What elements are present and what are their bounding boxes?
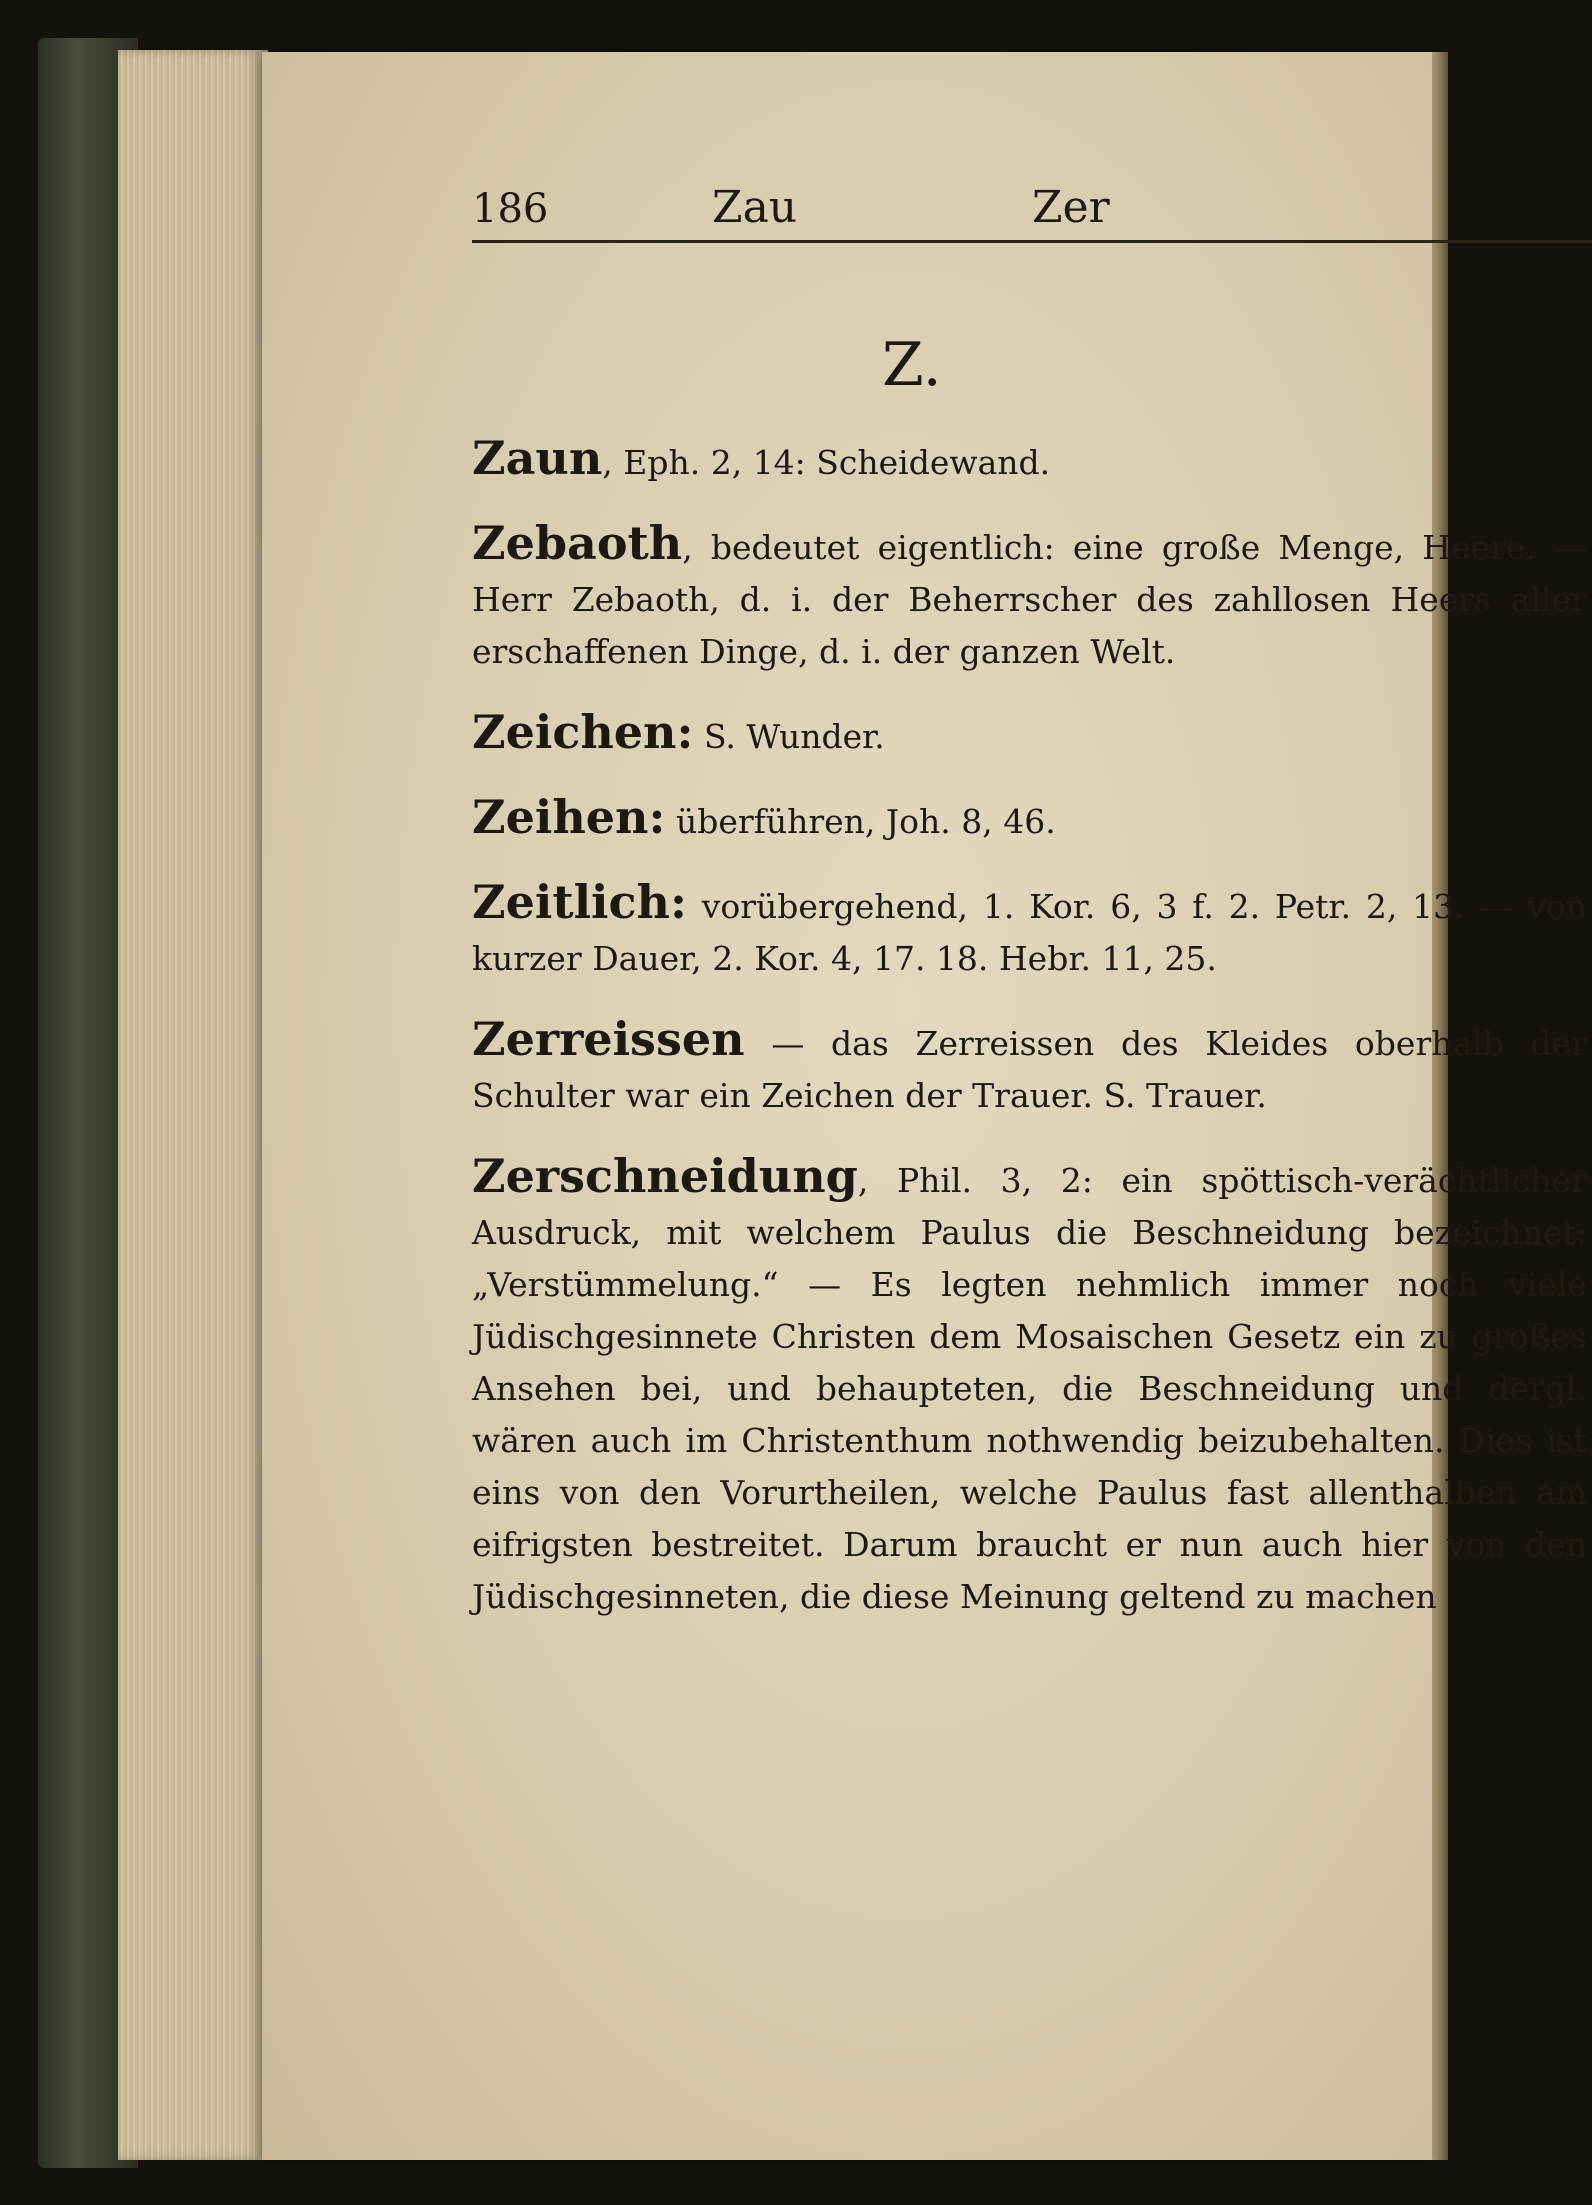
- entry-text: bedeutet eigentlich: eine große Menge, Heere. — Herr Zebaoth, d. i. der Beherrscher des zahllosen Heers aller erschaffenen Dinge, d. i. der ganzen Welt.: [472, 528, 1587, 671]
- entry-text: S. Wunder.: [703, 717, 885, 756]
- entry-zeihen: [472, 791, 1587, 848]
- running-header: [472, 172, 1592, 258]
- header-rule: [472, 240, 1592, 243]
- page-edges: [118, 50, 268, 2160]
- entry-zeichen: [472, 706, 1587, 763]
- running-head-right: Zer: [1032, 182, 1110, 233]
- page-number: 186: [472, 186, 549, 232]
- entry-zaun: Zaun, Eph. 2, 14: Scheidewand.: [472, 431, 1051, 485]
- entry-zebaoth: Zebaoth, bedeutet eigentlich: eine große Menge, Heere. — Herr Zebaoth, d. i. der Beherrscher des zahllosen Heers aller erschaffenen Dinge, d. i. der ganzen Welt.: [472, 516, 1587, 671]
- entry-lemma: Zeitlich:: [472, 875, 687, 929]
- entry-text: überführen, Joh. 8, 46.: [675, 802, 1056, 841]
- entry-zerschneidung: Zerschneidung, Phil. 3, 2: ein spöttisch-verächtlicher Ausdruck, mit welchem Paulus die Beschneidung bezeichnet: „Verstümmelung.“ — Es legten nehmlich immer noch viele Jüdischgesinnete Christen dem Mosaischen Gesetz ein zu großes Ansehen bei, und behaupteten, die Beschneidung und dergl. wären auch im Christenthum nothwendig beizubehalten. Dies ist eins von den Vorurtheilen, welche Paulus fast allenthalben am eifrigsten bestreitet. Darum braucht er nun auch hier von den Jüdischgesinneten, die diese Meinung geltend zu machen: [472, 1149, 1587, 1616]
- section-letter: Z.: [882, 330, 942, 400]
- entry-zeitlich: [472, 876, 1587, 985]
- entry-lemma: Zebaoth: [472, 516, 683, 570]
- entry-zerreissen: [472, 1013, 1587, 1122]
- book-page: [262, 52, 1587, 2160]
- entry-text: Phil. 3, 2: ein spöttisch-verächtlicher Ausdruck, mit welchem Paulus die Beschneidung bezeichnet: „Verstümmelung.“ — Es legten nehmlich immer noch viele Jüdischgesinnete Christen dem Mosaischen Gesetz ein zu großes Ansehen bei, und behaupteten, die Beschneidung und dergl. wären auch im Christenthum nothwendig beizubehalten. Dies ist eins von den Vorurtheilen, welche Paulus fast allenthalben am eifrigsten bestreitet. Darum braucht er nun auch hier von den Jüdischgesinneten, die diese Meinung geltend zu machen: [472, 1161, 1587, 1616]
- entry-text: — das Zerreissen des Kleides oberhalb der Schulter war ein Zeichen der Trauer. S. Trauer.: [472, 1024, 1587, 1115]
- entry-list: [472, 432, 1587, 1651]
- entry-lemma: Zeichen:: [472, 705, 694, 759]
- entry-text: vorübergehend, 1. Kor. 6, 3 f. 2. Petr. 2, 13. — von kurzer Dauer, 2. Kor. 4, 17. 18. Hebr. 11, 25.: [472, 887, 1587, 978]
- running-head-left: Zau: [712, 182, 798, 233]
- entry-lemma: Zeihen:: [472, 790, 666, 844]
- entry-lemma: Zerreissen: [472, 1012, 745, 1066]
- entry-lemma: Zaun: [472, 431, 603, 485]
- entry-text: Eph. 2, 14: Scheidewand.: [623, 443, 1051, 482]
- entry-lemma: Zerschneidung: [472, 1149, 858, 1203]
